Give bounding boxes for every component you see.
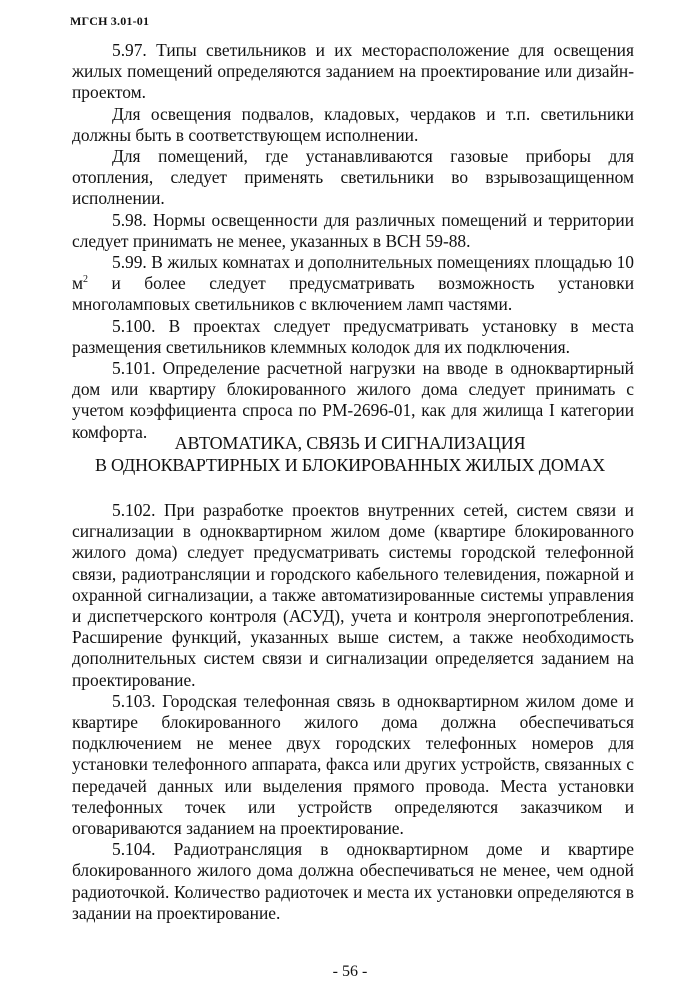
document-code-header: МГСН 3.01-01 [70,14,150,28]
page-number: - 56 - [332,963,368,980]
automation-section-text [72,500,634,924]
superscript-2: 2 [83,274,89,286]
paragraph-5-101: 5.101. Определение расчетной нагрузки на вводе в одноквартирный дом или квартиру блокированного жилого дома следует принимать с учетом коэффициента спроса по РМ-2696-01, как для жилища I категории комфорта. [72,358,634,442]
paragraph-5-99 [72,252,634,316]
paragraph-5-102: 5.102. При разработке проектов внутренних сетей, систем связи и сигнализации в одноквартирном жилом доме (квартире блокированного жилого дома) следует предусматривать системы городской телефонной связи, радиотрансляции и городского кабельного телевидения, пожарной и охранной сигнализации, а также автоматизированные системы управления и диспетчерского контроля (АСУД), учета и контроля энергопотребления. Расширение функций, указанных выше систем, а также необходимость дополнительных систем связи и сигнализации определяется заданием на проектирование. [72,500,634,690]
paragraph-5-103: 5.103. Городская телефонная связь в одноквартирном жилом доме и квартире блокированного жилого дома должна обеспечиваться подключением не менее двух городских телефонных номеров для установки телефонного аппарата, факса или других устройств, связанных с передачей данных или выделения прямого провода. Места установки телефонных точек или устройств определяются заказчиком и оговариваются заданием на проектирование. [72,690,634,839]
section-heading-line-2: В ОДНОКВАРТИРНЫХ И БЛОКИРОВАННЫХ ЖИЛЫХ ДОМАХ [94,455,606,475]
lighting-section-text [72,40,634,443]
paragraph-basements-lighting: Для освещения подвалов, кладовых, чердаков и т.п. светильники должны быть в соответствующем исполнении. [72,103,634,145]
paragraph-5-99-start: 5.99. В жилых комнатах и дополнительных помещениях площадью 10 м [72,252,634,294]
paragraph-5-104: 5.104. Радиотрансляция в одноквартирном доме и квартире блокированного жилого дома должна обеспечиваться не менее, чем одной радиоточкой. Количество радиоточек и места их установки определяются в задании на проектирование. [72,839,634,923]
paragraph-5-99-end: и более следует предусматривать возможность установки многоламповых светильников с включением ламп частями. [72,273,634,315]
paragraph-5-100: 5.100. В проектах следует предусматривать установку в места размещения светильников клеммных колодок для их подключения. [72,315,634,357]
paragraph-gas-appliances-lighting: Для помещений, где устанавливаются газовые приборы для отопления, следует применять светильники во взрывозащищенном исполнении. [72,146,634,209]
section-heading-line-1: АВТОМАТИКА, СВЯЗЬ И СИГНАЛИЗАЦИЯ [174,433,526,453]
paragraph-5-98: 5.98. Нормы освещенности для различных помещений и территории следует принимать не менее, указанных в ВСН 59-88. [72,209,634,251]
paragraph-5-97: 5.97. Типы светильников и их месторасположение для освещения жилых помещений определяются заданием на проектирование или дизайн-проектом. [72,40,634,103]
section-heading [60,432,640,476]
